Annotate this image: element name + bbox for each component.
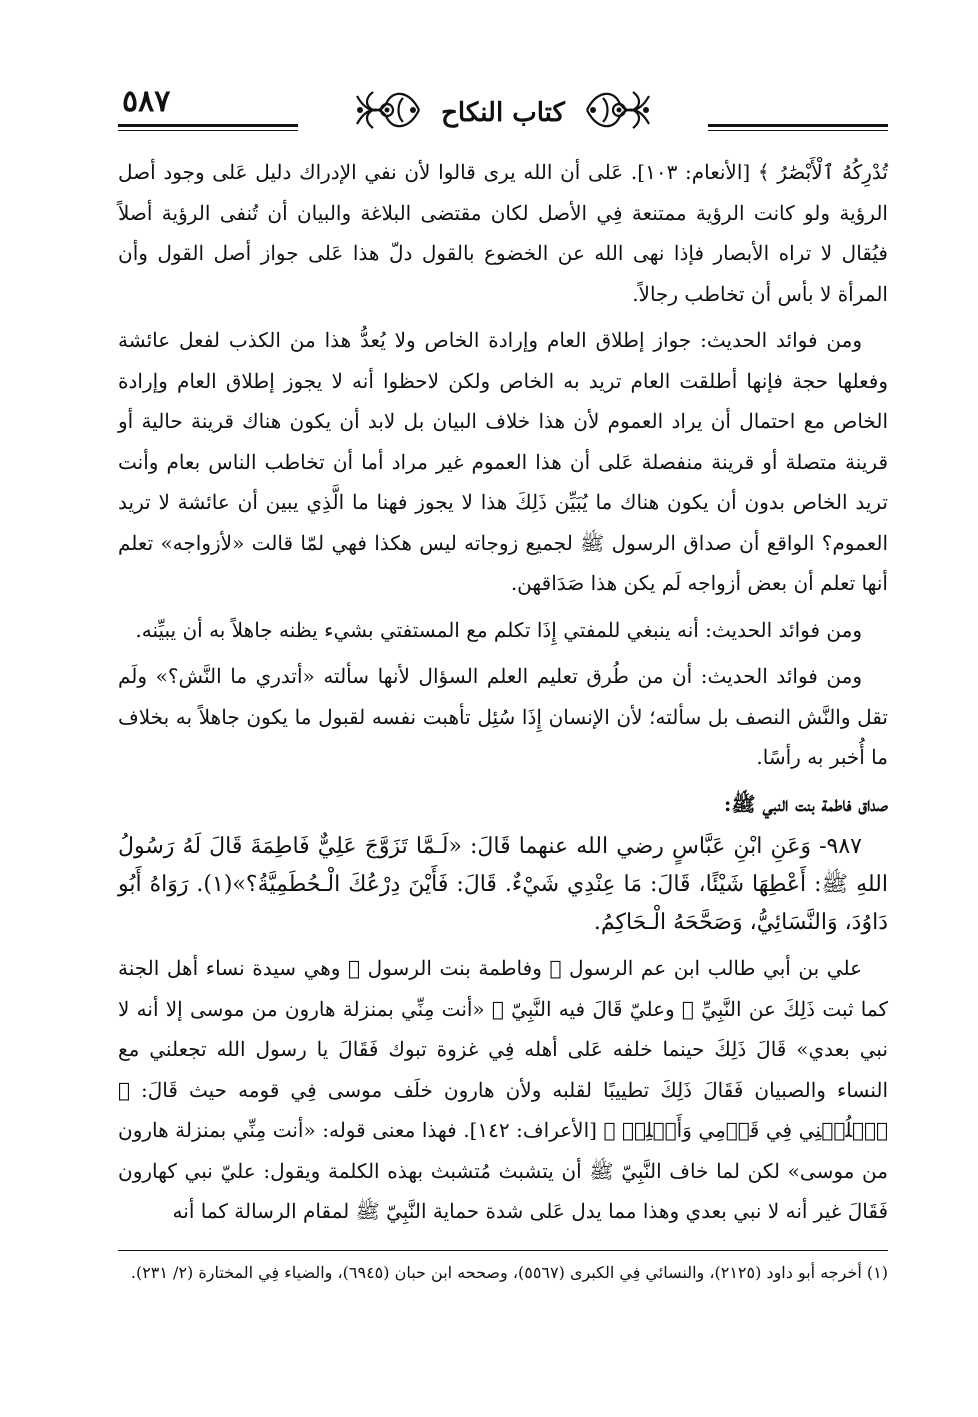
book-page <box>118 80 888 1330</box>
paragraph: ومن فوائد الحديث: أنه ينبغي للمفتي إِذَا تكلم مع المستفتي بشيء يظنه جاهلاً به أن يبيِّنه. <box>135 617 862 642</box>
running-title: كتاب النكاح <box>441 98 565 128</box>
paragraph: ومن فوائد الحديث: أن من طُرق تعليم العلم السؤال لأنها سألته «أتدري ما النَّش؟» ولَم تقل والنَّش النصف بل سألته؛ لأن الإنسان إِذَا سُئِل تأهبت نفسه لقبول ما يكون جاهلاً به بخلاف ما أُخبر به رأسًا. <box>118 664 888 769</box>
hadith-text: ٩٨٧- وَعَنِ ابْنِ عَبَّاسٍ رضي الله عنهما قَالَ: «لَـمَّا تَزَوَّجَ عَلِيٌّ فَاطِمَةَ قَالَ لَهُ رَسُولُ اللهِ ﷺ: أَعْطِهَا شَيْئًا، قَالَ: مَا عِنْدِي شَيْءٌ. قَالَ: فَأَيْنَ دِرْعُكَ الْـحُطَمِيَّةُ؟»(١). رَوَاهُ أَبُو دَاوُدَ، وَالنَّسَائِيُّ، وَصَحَّحَهُ الْـحَاكِمُ. <box>118 834 888 935</box>
footnote-separator <box>118 1250 888 1259</box>
footnote: (١) أخرجه أبو داود (٢١٢٥)، والنسائي فِي الكبرى (٥٥٦٧)، وصححه ابن حبان (٦٩٤٥)، والضياء فِي المختارة (٢/ ٢٣١). <box>130 1262 888 1282</box>
left-ornament-icon <box>353 84 423 136</box>
paragraph: تُدْرِكُهُ ٱلْأَبْصَٰرُ ﴾ [الأنعام: ١٠٣]. عَلى أن الله يرى قالوا لأن نفي الإدراك دليل عَلى وجود أصل الرؤية ولو كانت الرؤية ممتنعة فِي الأصل لكان مقتضى البلاغة والبيان أن تُنفى الرؤية أصلاً فيُقال لا تراه الأبصار فإذا نهى الله عن الخضوع بالقول دلّ هذا عَلى جواز أصل القول وأن المرأة لا بأس أن تخاطب رجالاً. <box>118 160 888 306</box>
commentary: علي بن أبي طالب ابن عم الرسول ﷺ وفاطمة بنت الرسول ﷺ وهي سيدة نساء أهل الجنة كما ثبت ذَلِكَ عن النَّبِيِّ ﷺ وعليّ قَالَ فيه النَّبِيّ ﷺ «أنت مِنِّي بمنزلة هارون من موسى إلا أنه لا نبي بعدي» قَالَ ذَلِكَ حينما خلفه عَلى أهله فِي غزوة تبوك فَقَالَ يا رسول الله تجعلني مع النساء والصبيان فَقَالَ ذَلِكَ تطييبًا لقلبه ولأن هارون خلَف موسى فِي قومه حيث قَالَ: ﴿ ٱخۡلُفۡنِي فِي قَوۡمِي وَأَصۡلِحۡ ﴾ [الأعراف: ١٤٢]. فهذا معنى قوله: «أنت مِنِّي بمنزلة هارون من موسى» لكن لما خاف النَّبِيّ ﷺ أن يتشبث مُتشبث بهذه الكلمة ويقول: عليّ نبي كهارون فَقَالَ غير أنه لا نبي بعدي وهذا مما يدل عَلى شدة حماية النَّبِيّ ﷺ لمقام الرسالة كما أنه <box>118 956 889 1223</box>
page-number: ٥٨٧ <box>122 84 171 119</box>
paragraph: ومن فوائد الحديث: جواز إطلاق العام وإرادة الخاص ولا يُعدُّ هذا من الكذب لفعل عائشة وفعلها حجة فإنها أطلقت العام تريد به الخاص ولكن لاحظوا أنه لا يجوز إطلاق العام وإرادة الخاص مع احتمال أن يراد العموم لأن هذا خلاف البيان بل لابد أن يكون هناك قرينة حالية أو قرينة متصلة أو قرينة منفصلة عَلى أن هذا العموم غير مراد أما أن تخاطب الناس بعام وأنت تريد الخاص بدون أن يكون هناك ما يُبَيِّن ذَلِكَ هذا لا يجوز فهنا ما الَّذِي يبين أن عائشة لا تريد العموم؟ الواقع أن صداق الرسول ﷺ لجميع زوجاته ليس هكذا فهي لمّا قالت «لأزواجه» تعلم أنها تعلم أن بعض أزواجه لَم يكن هذا صَدَاقهن. <box>118 328 888 595</box>
section-heading: صداق فاطمة بنت النبي ﷺ: <box>724 791 888 816</box>
title-cartouche <box>298 80 708 140</box>
right-ornament-icon <box>583 84 653 136</box>
page-header <box>118 80 888 146</box>
page-body <box>118 152 888 1287</box>
